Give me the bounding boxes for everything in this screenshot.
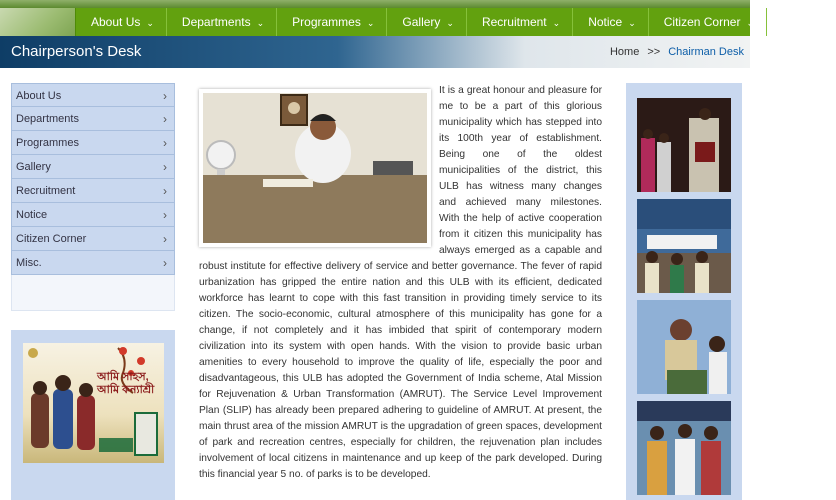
nav-label: Gallery: [402, 15, 441, 29]
chevron-right-icon: ›: [163, 256, 167, 270]
gallery-photo-rally: [637, 199, 731, 293]
desk-phone: [373, 161, 413, 175]
sidebar-item-label: About Us: [16, 90, 62, 102]
sidebar-item-label: Citizen Corner: [16, 233, 87, 245]
flower: [119, 347, 127, 355]
chairperson-photo-illustration: [203, 93, 427, 243]
kanyashree-banner[interactable]: [23, 343, 164, 463]
sidebar-item-citizen-corner[interactable]: [11, 227, 175, 251]
girl-head: [33, 381, 47, 395]
message-text: It is a great honour and pleasure for me to be a part of this glorious municipality which has stepped into its 100th year of establishment. Being one of the oldest municipalities of the district, this ULB has witness many changes and achieved many milestones. With the help of active cooperation from it citizen this municipality has always emerged as a capable and robust institute for effective delivery of service and better governance. The fever of rapid urbanization has gripped the entire nation and this ULB with its efficient, dedicated workforce has learnt to cope with this fast transition in providing timely service to its citizen. The socio-economic, cultural atmosphere of this municipality has gone for a change, if not completely and it has imbided that spirit of contemporary modern civilization into its system with open hands. With the vision to provide basic urban amenities to every household to improve the quality of life, especially the poor and disadvantageous, this ULB has adopted the Government of India scheme, Atal Mission for Rejuvenation & Urban Transformation (AMRUT). The Service Level Improvement Plan (SLIP) has already been prepared adhering to guideline of AMRUT. At present, the main thrust area of the mission AMRUT is the upgradation of green spaces, development of park and recreation centres, especially for children, the rejuvenation plan includes involvement of local citizens in maintenance and up keep of the park developed. During this financial year 5 no. of parks is to be developed.: [199, 85, 602, 480]
nav-programmes[interactable]: [276, 8, 386, 36]
top-strip: [0, 0, 750, 8]
gallery-photo-gathering: [637, 401, 731, 495]
chevron-down-icon: ⌄: [256, 18, 265, 28]
kanyashree-banner-box: [11, 330, 175, 500]
chevron-down-icon: ⌄: [628, 18, 636, 28]
gallery-photo-event-stage: [637, 98, 731, 192]
title-bar: [0, 36, 750, 68]
nav-citizen-corner[interactable]: [648, 8, 766, 36]
nav-label: Misc.: [782, 15, 810, 29]
nav-misc[interactable]: [766, 8, 836, 36]
chevron-down-icon: ⌄: [366, 18, 375, 28]
table-fan: [207, 141, 235, 169]
message-paragraph: [199, 83, 602, 483]
banner-caption-strip: [99, 438, 133, 452]
girl-head: [79, 383, 93, 397]
chevron-right-icon: ›: [163, 160, 167, 174]
nav-label: Citizen Corner: [663, 15, 741, 29]
sidebar-item-label: Programmes: [16, 137, 79, 149]
girl-figure: [77, 395, 95, 450]
girl-head: [55, 375, 71, 391]
banner-slogan-line1: আমি সাহস,: [97, 371, 149, 383]
chevron-right-icon: ›: [163, 184, 167, 198]
kanyashree-logo: [135, 413, 157, 455]
sidebar-item-departments[interactable]: [11, 107, 175, 131]
gallery-thumb[interactable]: [637, 98, 731, 192]
chevron-right-icon: ›: [163, 89, 167, 103]
breadcrumb-current[interactable]: Chairman Desk: [668, 46, 744, 58]
sidebar-item-label: Gallery: [16, 161, 51, 173]
sidebar-item-programmes[interactable]: [11, 131, 175, 155]
banner-slogan: [97, 371, 163, 397]
chevron-right-icon: ›: [163, 232, 167, 246]
breadcrumb-separator: >>: [647, 46, 661, 58]
chairperson-message: [199, 83, 602, 483]
office-desk: [203, 175, 427, 243]
header-decoration: [0, 8, 75, 36]
sidebar-item-label: Recruitment: [16, 185, 76, 197]
banner-illustration: [23, 343, 164, 463]
sidebar-item-label: Departments: [16, 113, 79, 125]
chevron-down-icon: ⌄: [446, 18, 454, 28]
nav-notice[interactable]: [572, 8, 648, 36]
photo-gallery: [626, 83, 742, 500]
chevron-right-icon: ›: [163, 208, 167, 222]
gallery-photo-speech: [637, 300, 731, 394]
banner-slogan-line2: আমি কন্যাশ্রী: [97, 384, 155, 396]
breadcrumb-home-link[interactable]: Home: [609, 46, 640, 58]
sidebar-item-misc[interactable]: [11, 251, 175, 275]
flower: [137, 357, 145, 365]
nav-gallery[interactable]: [386, 8, 466, 36]
gallery-thumb[interactable]: [637, 199, 731, 293]
sidebar-item-label: Notice: [16, 209, 48, 221]
breadcrumb: [610, 46, 744, 58]
gallery-thumb[interactable]: [637, 300, 731, 394]
nav-label: Programmes: [292, 15, 361, 29]
nav-departments[interactable]: [166, 8, 276, 36]
chevron-down-icon: ⌄: [746, 18, 754, 28]
chairperson-photo-frame: [199, 89, 431, 247]
chairperson-photo: [203, 93, 427, 243]
gallery-thumb[interactable]: [637, 401, 731, 495]
nav-label: Departments: [181, 15, 251, 29]
nav-about-us[interactable]: [75, 8, 166, 36]
chevron-down-icon: ⌄: [146, 18, 154, 28]
girl-figure: [53, 389, 73, 449]
nav-label: About Us: [91, 15, 141, 29]
sidebar-item-notice[interactable]: [11, 203, 175, 227]
top-nav: [75, 8, 824, 36]
chevron-right-icon: ›: [163, 136, 167, 150]
sidebar-item-recruitment[interactable]: [11, 179, 175, 203]
sidebar-item-label: Misc.: [16, 257, 42, 269]
nav-label: Recruitment: [481, 15, 547, 29]
page-title: Chairperson's Desk: [11, 43, 142, 60]
chevron-down-icon: ⌄: [816, 18, 824, 28]
emblem-icon: [28, 348, 38, 358]
sidebar-menu: [11, 83, 175, 278]
sidebar-item-gallery[interactable]: [11, 155, 175, 179]
nav-label: Notice: [588, 15, 623, 29]
sidebar-item-about-us[interactable]: [11, 83, 175, 107]
desk-papers: [263, 179, 313, 187]
chevron-down-icon: ⌄: [552, 18, 561, 28]
nav-recruitment[interactable]: [466, 8, 572, 36]
chevron-right-icon: ›: [163, 112, 167, 126]
portrait-face: [288, 102, 300, 114]
girl-figure: [31, 393, 49, 448]
sidebar-filler: [11, 275, 175, 311]
